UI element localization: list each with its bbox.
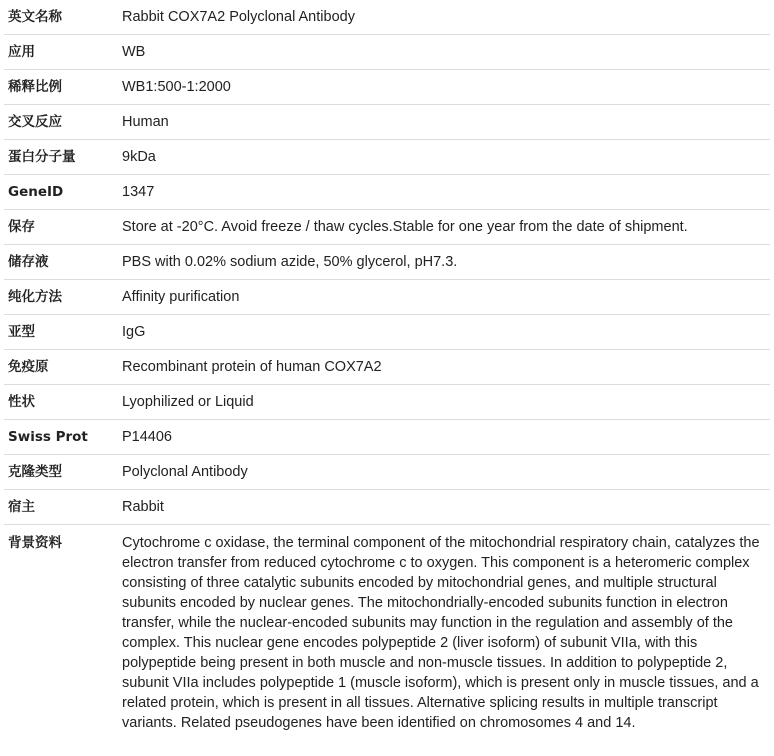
row-host [4,490,770,525]
row-value: PBS with 0.02% sodium azide, 50% glycerol, pH7.3. [115,245,770,280]
row-swiss-prot [4,420,770,455]
row-value: Polyclonal Antibody [115,455,770,490]
row-value: WB1:500-1:2000 [115,70,770,105]
row-label: 纯化方法 [4,280,115,315]
row-label: 储存液 [4,245,115,280]
row-value: Store at -20°C. Avoid freeze / thaw cycles.Stable for one year from the date of shipment. [115,210,770,245]
row-label: 性状 [4,385,115,420]
row-value: P14406 [115,420,770,455]
row-clonality [4,455,770,490]
row-label: 背景资料 [8,535,62,551]
product-spec-table [4,0,770,737]
row-value: Rabbit COX7A2 Polyclonal Antibody [115,0,770,35]
row-value: 1347 [115,175,770,210]
row-application [4,35,770,70]
row-background [4,525,770,738]
row-label: 亚型 [4,315,115,350]
row-storage [4,210,770,245]
row-label: 蛋白分子量 [4,140,115,175]
row-label: 免疫原 [4,350,115,385]
row-value: Human [115,105,770,140]
row-label: 稀释比例 [4,70,115,105]
row-dilution [4,70,770,105]
row-value: Affinity purification [115,280,770,315]
row-english-name [4,0,770,35]
row-label: GeneID [4,175,115,210]
row-label: 交叉反应 [4,105,115,140]
row-value: Recombinant protein of human COX7A2 [115,350,770,385]
row-value: WB [115,35,770,70]
row-label: 克隆类型 [4,455,115,490]
row-immunogen [4,350,770,385]
row-reactivity [4,105,770,140]
row-value: IgG [115,315,770,350]
row-gene-id [4,175,770,210]
row-label: 英文名称 [4,0,115,35]
background-text: Cytochrome c oxidase, the terminal component of the mitochondrial respiratory chain, catalyzes the electron transfer from reduced cytochrome c to oxygen. This component is a heteromeric complex consisting of three catalytic subunits encoded by mitochondrial genes, and multiple structural subunits encoded by nuclear genes. The mitochondrially-encoded subunits function in electron transfer, while the nuclear-encoded subunits may function in the regulation and assembly of the complex. This nuclear gene encodes polypeptide 2 (liver isoform) of subunit VIIa, with this polypeptide being present in both muscle and non-muscle tissues. In addition to polypeptide 2, subunit VIIa includes polypeptide 1 (muscle isoform), which is present only in muscle tissues, and a related protein, which is present in all tissues. Alternative splicing results in multiple transcript variants. Related pseudogenes have been identified on chromosomes 4 and 14. [122,535,760,731]
row-molecular-weight [4,140,770,175]
row-label: Swiss Prot [4,420,115,455]
row-label: 宿主 [4,490,115,525]
row-buffer [4,245,770,280]
row-value: Rabbit [115,490,770,525]
row-form [4,385,770,420]
row-value: 9kDa [115,140,770,175]
row-label: 应用 [4,35,115,70]
row-isotype [4,315,770,350]
row-label: 保存 [4,210,115,245]
row-value: Lyophilized or Liquid [115,385,770,420]
row-purification [4,280,770,315]
